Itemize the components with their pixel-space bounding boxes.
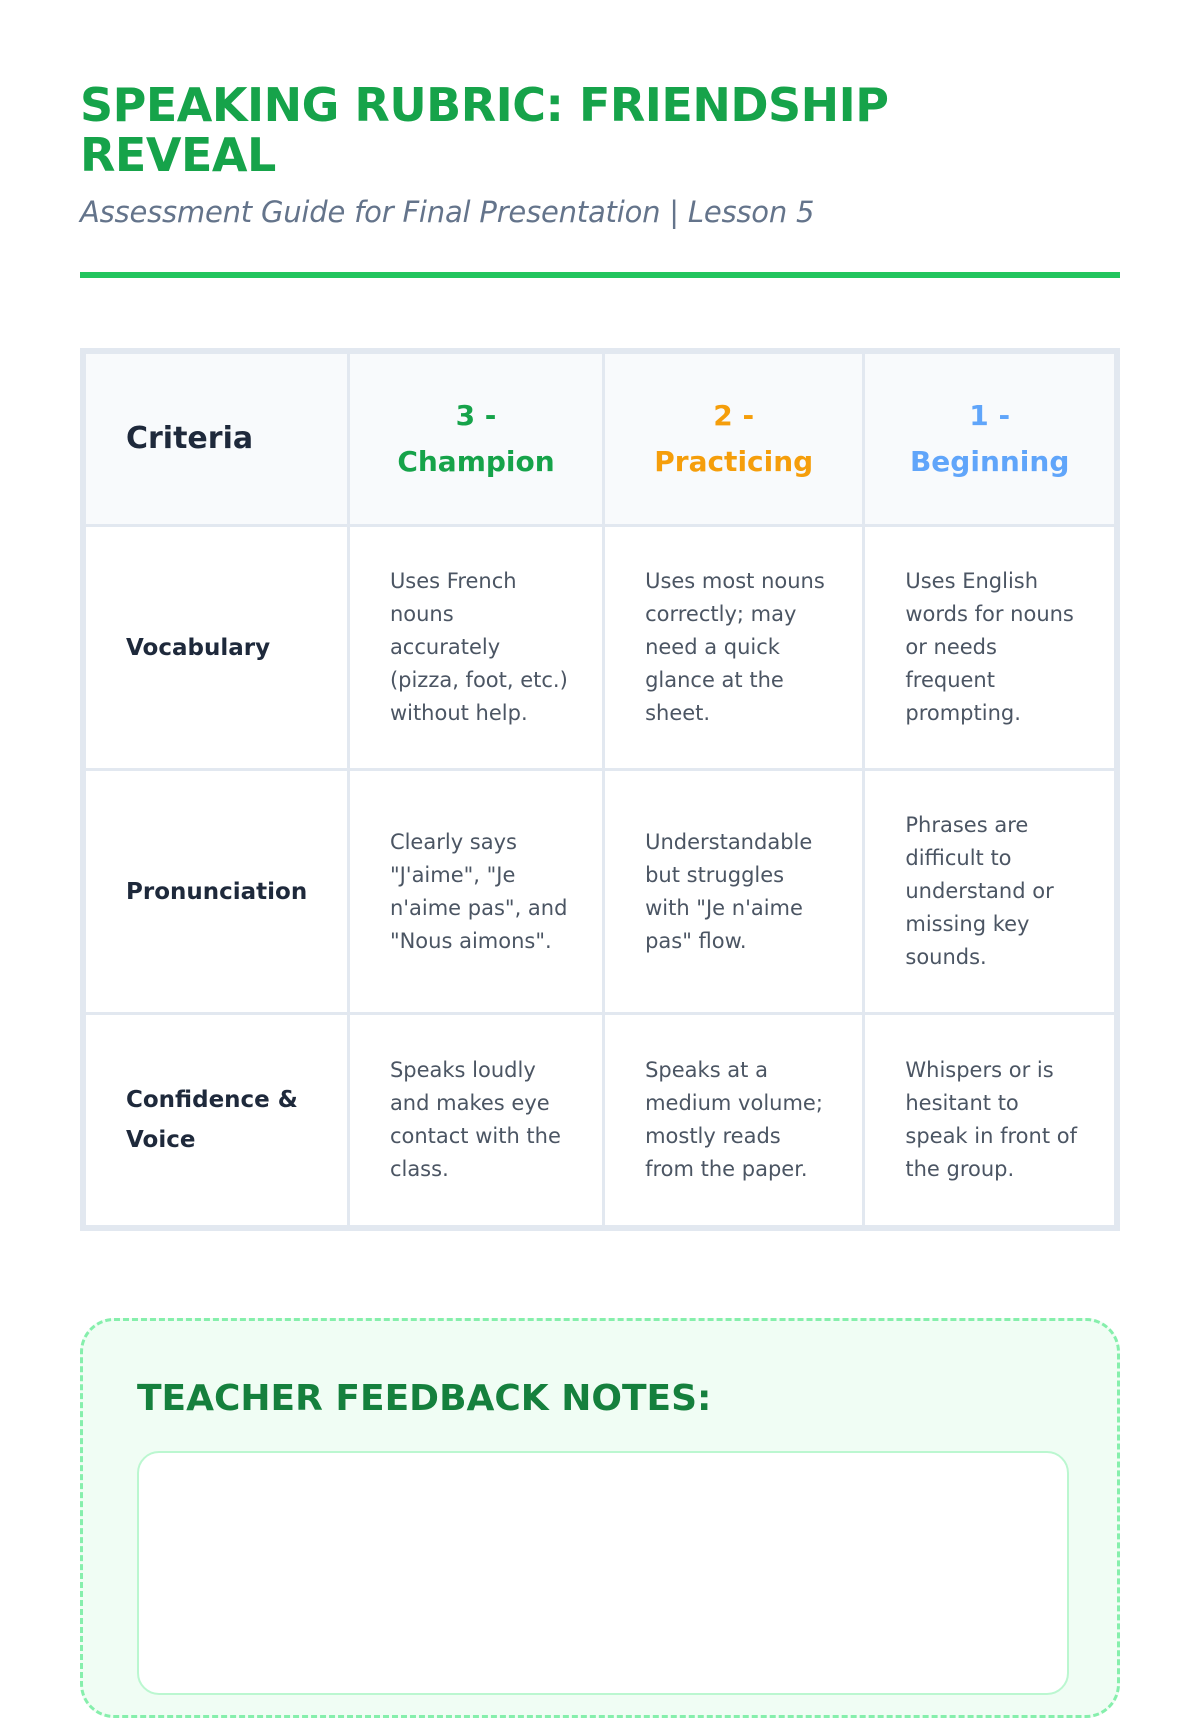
feedback-notes-area[interactable]: [137, 1451, 1069, 1695]
feedback-title: TEACHER FEEDBACK NOTES:: [137, 1378, 712, 1419]
criterion-label: Vocabulary: [83, 526, 348, 770]
rubric-cell-level-1: Uses English words for nouns or needs frequent prompting.: [864, 526, 1117, 770]
rubric-header-row: [83, 351, 1117, 526]
rubric-row-vocabulary: [83, 526, 1117, 770]
criterion-label: Confidence & Voice: [83, 1014, 348, 1228]
level-2-header: 2 - Practicing: [604, 351, 864, 526]
level-3-header: 3 - Champion: [348, 351, 603, 526]
rubric-table: [80, 348, 1120, 1231]
page-subtitle: Assessment Guide for Final Presentation | Lesson 5: [80, 195, 815, 229]
criteria-column-header: Criteria: [83, 351, 348, 526]
rubric-cell-level-2: Uses most nouns correctly; may need a quick glance at the sheet.: [604, 526, 864, 770]
criterion-label: Pronunciation: [83, 770, 348, 1014]
rubric-cell-level-1: Phrases are difficult to understand or missing key sounds.: [864, 770, 1117, 1014]
rubric-cell-level-1: Whispers or is hesitant to speak in front of the group.: [864, 1014, 1117, 1228]
feedback-section: [80, 1318, 1120, 1718]
rubric-cell-level-3: Uses French nouns accurately (pizza, foot, etc.) without help.: [348, 526, 603, 770]
rubric-cell-level-2: Understandable but struggles with "Je n'aime pas" flow.: [604, 770, 864, 1014]
title-divider: [80, 272, 1120, 278]
rubric-cell-level-3: Clearly says "J'aime", "Je n'aime pas", and "Nous aimons".: [348, 770, 603, 1014]
rubric-row-confidence-voice: [83, 1014, 1117, 1228]
rubric-cell-level-2: Speaks at a medium volume; mostly reads from the paper.: [604, 1014, 864, 1228]
rubric-page: [80, 78, 1120, 1419]
page-title: SPEAKING RUBRIC: FRIENDSHIP REVEAL: [80, 78, 889, 182]
rubric-row-pronunciation: [83, 770, 1117, 1014]
rubric-cell-level-3: Speaks loudly and makes eye contact with the class.: [348, 1014, 603, 1228]
level-1-header: 1 - Beginning: [864, 351, 1117, 526]
